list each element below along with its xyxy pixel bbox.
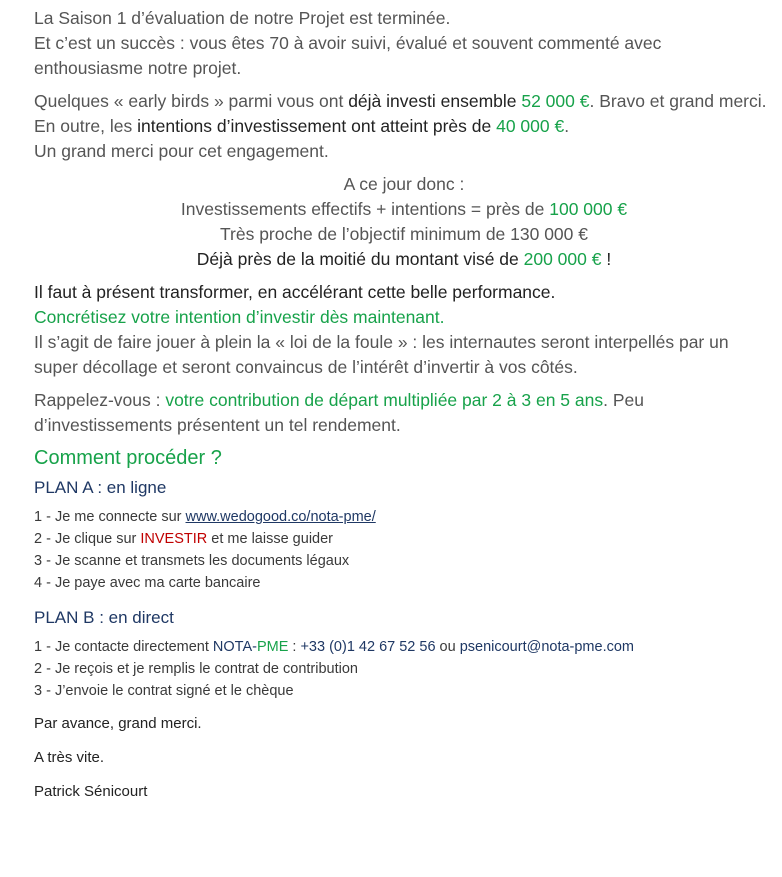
- signature-name: Patrick Sénicourt: [34, 783, 148, 800]
- plan-a-step-2: 2 - Je clique sur INVESTIR et me laisse guider: [34, 531, 333, 547]
- transform-line: Il faut à présent transformer, en accélérant cette belle performance.: [34, 282, 556, 302]
- target-amount: 200 000 €: [523, 249, 602, 269]
- summary-total: Investissements effectifs + intentions = près de 100 000 €: [180, 199, 628, 219]
- closing-thanks: Par avance, grand merci.: [34, 715, 202, 732]
- summary-intro: A ce jour donc :: [343, 174, 465, 194]
- return-highlight: votre contribution de départ multipliée par 2 à 3 en 5 ans: [165, 390, 604, 410]
- invested-label: déjà investi ensemble: [348, 91, 522, 111]
- plan-b-steps: [34, 636, 774, 702]
- plan-a-step-4: 4 - Je paye avec ma carte bancaire: [34, 575, 261, 591]
- reminder-paragraph: Rappelez-vous : votre contribution de départ multipliée par 2 à 3 en 5 ans. Peu d’investissements présentent un tel rendement.: [34, 390, 644, 435]
- closing-soon: A très vite.: [34, 749, 105, 766]
- how-to-heading: Comment procéder ?: [34, 447, 222, 469]
- summary-block: [34, 172, 774, 272]
- early-birds-paragraph: Quelques « early birds » parmi vous ont déjà investi ensemble 52 000 €. Bravo et grand merci.: [34, 91, 767, 111]
- intro-line-2: Et c’est un succès : vous êtes 70 à avoir suivi, évalué et souvent commenté avec enthousiasme notre projet.: [34, 33, 662, 78]
- wedogood-link[interactable]: www.wedogood.co/nota-pme/: [185, 509, 376, 525]
- intentions-line: En outre, les intentions d’investissement ont atteint près de 40 000 €.: [34, 116, 570, 136]
- crowd-paragraph: Il s’agit de faire jouer à plein la « loi de la foule » : les internautes seront interpellés par un super décollage et seront convaincus de l’intérêt d’invertir à vos côtés.: [34, 332, 729, 377]
- plan-a-step-1: 1 - Je me connecte sur www.wedogood.co/nota-pme/: [34, 509, 376, 525]
- letter-body: [34, 6, 774, 802]
- plan-b-step-3: 3 - J’envoie le contrat signé et le chèque: [34, 683, 294, 699]
- plan-a-steps: [34, 506, 774, 594]
- summary-objective: Très proche de l’objectif minimum de 130 000 €: [219, 224, 588, 244]
- intentions-label: intentions d’investissement ont atteint près de: [137, 116, 497, 136]
- plan-b-step-2: 2 - Je reçois et je remplis le contrat de contribution: [34, 661, 358, 677]
- email-address: psenicourt@nota-pme.com: [459, 639, 635, 655]
- pme-brand: PME: [256, 639, 289, 655]
- plan-a-heading: PLAN A : en ligne: [34, 478, 167, 497]
- intentions-amount: 40 000 €: [496, 116, 565, 136]
- phone-number: +33 (0)1 42 67 52 56: [300, 639, 436, 655]
- thanks-line: Un grand merci pour cet engagement.: [34, 141, 329, 161]
- plan-a-step-3: 3 - Je scanne et transmets les documents légaux: [34, 553, 350, 569]
- invested-amount: 52 000 €: [521, 91, 590, 111]
- nota-brand: NOTA-: [212, 639, 257, 655]
- total-amount: 100 000 €: [549, 199, 628, 219]
- intro-line-1: La Saison 1 d’évaluation de notre Projet est terminée.: [34, 8, 451, 28]
- call-to-action: Concrétisez votre intention d’investir dès maintenant.: [34, 307, 445, 327]
- summary-target: Déjà près de la moitié du montant visé de 200 000 € !: [196, 249, 612, 269]
- plan-b-step-1: 1 - Je contacte directement NOTA-PME : +33 (0)1 42 67 52 56 ou psenicourt@nota-pme.com: [34, 639, 635, 655]
- invest-keyword: INVESTIR: [140, 531, 208, 547]
- plan-b-heading: PLAN B : en direct: [34, 608, 174, 627]
